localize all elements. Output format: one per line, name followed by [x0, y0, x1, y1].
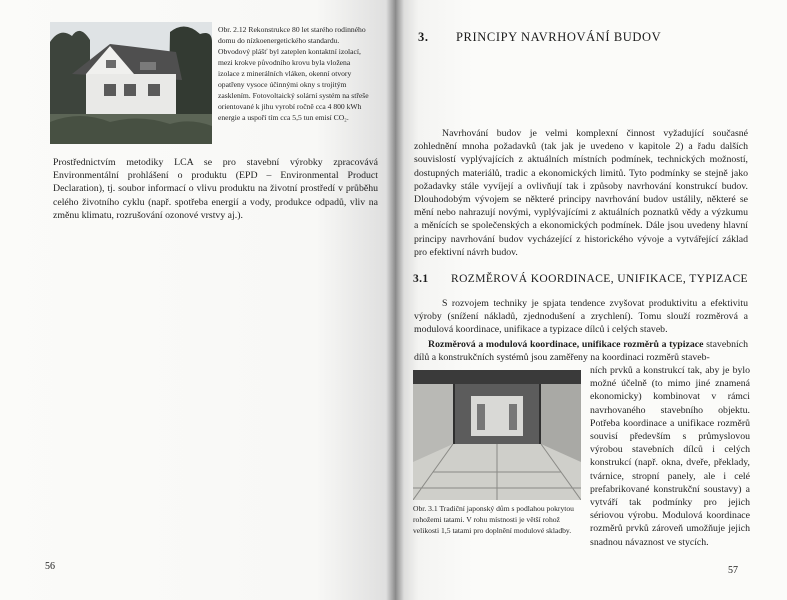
modular-paragraph-continued: ních prvků a konstrukcí tak, aby je bylo možné účelně (to mimo jiné znamená ekonomicky) kombinovat v rámci navrhovaného stavebního objektu. Potřeba koordinace a unifikace rozměrů souvisí především s průmyslovou výrobou stavebních dílců i celých konstrukcí (např. okna, dveře, překlady, tvárnice, stropní panely, ale i celé prefabrikované konstrukční soustavy) a vytváří tak podmínky pro jejich sériovou výrobu. Modulová koordinace rozměrů prvků zároveň umožňuje jejich snadnou návaznost ve stycích. [590, 365, 750, 548]
modular-text-1: stavebních dílů a konstrukčních systémů jsou zaměřeny na koordinaci rozměrů staveb- [414, 339, 748, 364]
modular-lead: Rozměrová a modulová koordinace, unifikace rozměrů a typizace [428, 339, 704, 350]
japanese-house-photo [413, 370, 581, 500]
modular-paragraph-start [414, 338, 748, 364]
japanese-room-illustration [413, 370, 581, 500]
intro-paragraph: Navrhování budov je velmi komplexní činnost vyžadující současné zohlednění mnoha požadavků (tak jak je uvedeno v kapitole 2) a řadu dalších souvislostí vyplývajících z aktuálních místních podmínek, technických možností, dostupných materiálů, tradic a ekonomických limitů. Tyto podmínky se stejně jako požadavky stále vyvíjejí a ovlivňují tak i způsoby navrhování konstrukcí budov. Dlouhodobým vývojem se některé principy navrhování budov ustálily, některé se mění nebo nahrazují novými, vyplývajícími z aktuálních poznatků vědy a výzkumu a měnících se společenských a ekonomických podmínek. Dále jsou uvedeny hlavní principy navrhování budov vycházející z historického vývoje a vytvářející základ pro efektivní návrh budov. [414, 128, 748, 258]
figure-caption-3-1: Obr. 3.1 Tradiční japonský dům s podlahou pokrytou rohožemi tatami. V rohu místnosti je větší rohož velikosti 1,5 tatami pro doplnění modulové skladby. [413, 504, 574, 535]
lca-paragraph: Prostřednictvím metodiky LCA se pro stavební výrobky zpracovává Environmentální prohlášení o produktu (EPD – Environmental Product Declaration), tj. soubor informací o vlivu produktu na životní prostředí v průběhu celého životního cyklu (např. spotřeba energií a vody, produkce odpadů, vliv na změnu klimatu, rozrušování ozonové vrstvy aj.). [53, 157, 378, 221]
book-gutter [386, 0, 404, 600]
section-number: 3.1 [413, 273, 429, 285]
chapter-number: 3. [418, 30, 429, 44]
chapter-title: PRINCIPY NAVRHOVÁNÍ BUDOV [456, 30, 662, 44]
figure-caption-2-12: Obr. 2.12 Rekonstrukce 80 let starého rodinného domu do nízkoenergetického standardu. Obvodový plášť byl zateplen kontaktní izolací, mezi krokve původního krovu byla vložena izolace z minerálních vláken, okenní otvory opatřeny vysoce účinnými okny s trojitým zasklením. Fotovoltaický solární systém na střeše orientované k jihu vyrobí ročně cca 4 800 kWh energie a uspoří tím cca 5,5 tun emisí CO₂. [218, 25, 369, 122]
page-number-left: 56 [45, 561, 55, 572]
page-number-right: 57 [728, 565, 738, 576]
house-photo [50, 22, 212, 144]
house-illustration [50, 22, 212, 144]
section-paragraph: S rozvojem techniky je spjata tendence zvyšovat produktivitu a efektivitu výroby (snížení nákladů, zjednodušení a zrychlení). Tomu slouží rozměrová a modulová koordinace, unifikace a typizace dílců i celých staveb. [414, 298, 748, 336]
chapter-heading [418, 30, 748, 45]
section-title: ROZMĚROVÁ KOORDINACE, UNIFIKACE, TYPIZACE [451, 273, 748, 285]
section-heading [413, 273, 753, 285]
